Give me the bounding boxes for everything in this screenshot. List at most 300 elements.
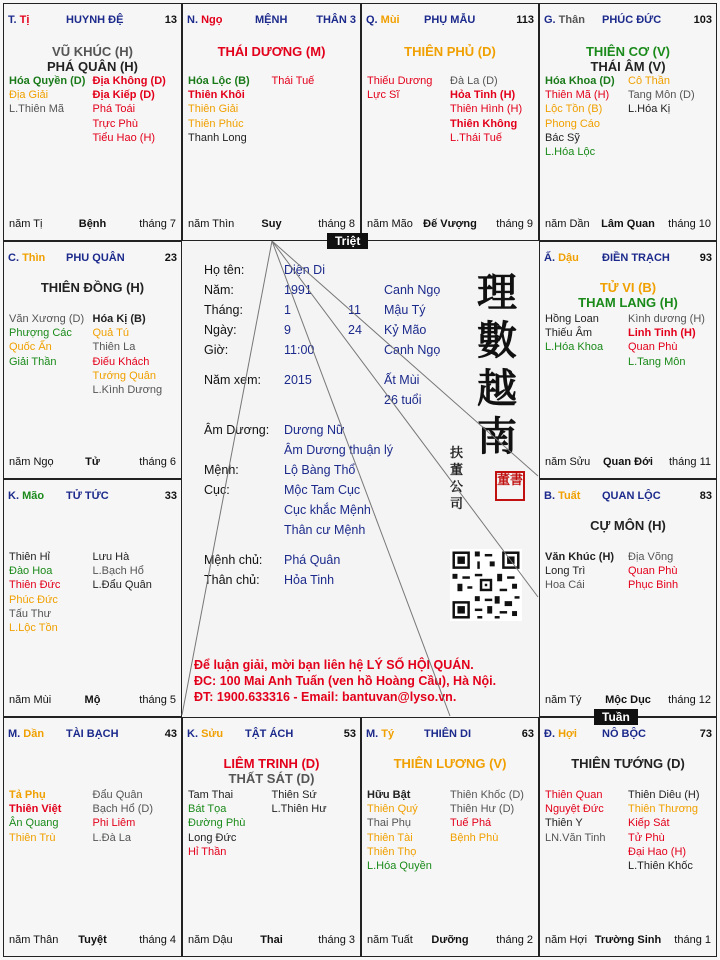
minor-stars-left [9, 550, 93, 635]
star-item: Lộc Tồn (B) [545, 103, 603, 116]
branch: Ngọ [201, 14, 223, 26]
footer-month: tháng 2 [496, 934, 533, 946]
palace-cell-thien-di[interactable] [361, 717, 539, 957]
minor-stars-right [628, 74, 711, 117]
minor-stars-left [9, 74, 93, 117]
palace-header [8, 728, 177, 744]
life-stage: Tử [85, 456, 100, 468]
minor-stars-right [450, 74, 533, 145]
minor-stars-left [545, 74, 628, 159]
main-star: THẤT SÁT (D) [228, 771, 315, 786]
cuc-value: Mộc Tam Cục [284, 483, 361, 497]
footer-month: tháng 9 [496, 218, 533, 230]
palace-number: 13 [164, 14, 177, 26]
footer-year: năm Dậu [188, 934, 233, 946]
star-item: Văn Xương (D) [9, 313, 85, 325]
star-item: L.Thái Tuế [450, 131, 502, 144]
main-star: THIÊN PHỦ (D) [404, 44, 496, 59]
main-star: THAM LANG (H) [578, 295, 678, 310]
main-star: THIÊN TƯỚNG (D) [571, 756, 685, 771]
branch: Mão [22, 490, 45, 502]
star-item: Thiên Hư (D) [450, 803, 515, 816]
palace-cell-huynh-de[interactable] [3, 3, 182, 241]
age-value: 26 tuổi [384, 393, 422, 407]
branch: Sửu [201, 728, 224, 740]
star-item: L.Hóa Lộc [545, 146, 596, 159]
star-item: Thai Phụ [367, 817, 412, 830]
palace-footer [545, 456, 711, 470]
palace-cell-dien-trach[interactable] [539, 241, 717, 479]
palace-number: 33 [164, 490, 177, 502]
palace-position [187, 14, 222, 26]
branch: Tị [19, 14, 30, 26]
palace-name: MỆNH [255, 14, 288, 26]
minor-stars-right [93, 550, 177, 593]
branch: Dần [23, 728, 45, 740]
star-item: Thanh Long [188, 131, 247, 144]
palace-name: PHỤ MẪU [424, 14, 476, 26]
star-item: Thiên Sứ [271, 789, 317, 801]
callig-char: 理 [477, 269, 517, 316]
minor-stars-right [628, 550, 711, 593]
minor-stars-left [545, 788, 628, 845]
palace-footer [545, 934, 711, 948]
palace-footer [367, 934, 533, 948]
palace-number: 103 [693, 14, 712, 26]
star-item: Tấu Thư [9, 607, 52, 620]
hour-label: Giờ: [204, 343, 229, 357]
view-year-value: 2015 [284, 373, 312, 387]
star-item: Thiên Phúc [188, 117, 244, 130]
star-item: Hỉ Thần [188, 845, 227, 858]
palace-cell-phu-quan[interactable] [3, 241, 182, 479]
footer-year: năm Thìn [188, 218, 235, 230]
main-star: THÁI ÂM (V) [590, 59, 666, 74]
star-item: Thiếu Dương [367, 75, 433, 87]
signature-char: 扶 [450, 446, 464, 461]
month-value: 1 [284, 303, 291, 317]
star-item: Địa Võng [628, 551, 674, 563]
footer-month: tháng 1 [674, 934, 711, 946]
life-stage: Lâm Quan [601, 218, 655, 230]
amduong-value: Dương Nữ [284, 423, 345, 437]
palace-number: 93 [699, 252, 712, 264]
palace-header [544, 490, 712, 506]
star-item: L.Kình Dương [92, 384, 163, 397]
palace-name: HUYNH ĐỆ [66, 14, 124, 26]
footer-month: tháng 6 [139, 456, 176, 468]
callig-char: 越 [477, 365, 517, 412]
day-label: Ngày: [204, 323, 237, 337]
menh-label: Mệnh: [204, 463, 239, 477]
main-star: THIÊN CƠ (V) [585, 44, 671, 59]
star-item: L.Hóa Khoa [545, 341, 604, 354]
palace-footer [9, 456, 176, 470]
main-star: PHÁ QUÂN (H) [47, 59, 138, 74]
triet-marker: Triệt [327, 233, 368, 249]
branch: Thìn [22, 252, 46, 264]
main-star: TỬ VI (B) [599, 280, 657, 295]
stem: Q. [366, 14, 381, 26]
signature-char: 公 [450, 480, 464, 495]
star-item: Thái Tuế [271, 75, 315, 87]
star-item: Đà La (D) [450, 75, 498, 87]
life-stage: Suy [261, 218, 282, 230]
name-label: Họ tên: [204, 263, 245, 277]
star-item: Cô Thần [628, 75, 670, 87]
palace-position [544, 728, 577, 740]
palace-name: NÔ BỘC [602, 728, 646, 740]
star-item: L.Thiên Khốc [628, 860, 693, 873]
star-item: Tả Phụ [9, 789, 46, 801]
stem: M. [366, 728, 382, 740]
star-item: Thiên Tài [367, 831, 413, 844]
palace-header [544, 252, 712, 268]
minor-stars-left [9, 312, 93, 369]
star-item: Lưu Hà [92, 551, 130, 563]
star-item: Thiên Đức [9, 579, 61, 592]
star-item: Tuế Phá [450, 817, 492, 830]
palace-name: ĐIỀN TRẠCH [602, 252, 670, 264]
palace-position [366, 14, 400, 26]
star-item: Long Trì [545, 565, 586, 578]
callig-char: 南 [477, 413, 517, 460]
palace-cell-quan-loc[interactable] [539, 479, 717, 717]
minor-stars-left [367, 74, 450, 102]
footer-year: năm Sửu [545, 456, 591, 468]
star-item: Hóa Lộc (B) [188, 75, 250, 87]
day-canchi: Kỷ Mão [384, 323, 427, 337]
star-item: Bệnh Phù [450, 831, 499, 844]
palace-name: TẬT ÁCH [245, 728, 294, 740]
stem: N. [187, 14, 202, 26]
star-item: Thiên La [92, 341, 136, 354]
menhchu-value: Phá Quân [284, 553, 341, 567]
palace-cell-menh[interactable] [182, 3, 361, 241]
palace-name: TÀI BẠCH [66, 728, 119, 740]
main-star: THIÊN LƯƠNG (V) [393, 756, 507, 771]
cuc-label: Cục: [204, 483, 230, 497]
palace-position [544, 490, 580, 502]
star-item: Trực Phù [92, 117, 138, 130]
star-item: Quốc Ấn [9, 341, 52, 354]
hour-value: 11:00 [284, 343, 315, 357]
palace-number: 63 [521, 728, 534, 740]
amduong-note: Âm Dương thuận lý [284, 443, 393, 457]
footer-year: năm Tý [545, 694, 582, 706]
star-item: Tang Môn (D) [628, 89, 695, 102]
star-item: Văn Khúc (H) [545, 551, 615, 563]
palace-footer [188, 934, 355, 948]
star-item: Tiểu Hao (H) [92, 131, 156, 144]
palace-footer [545, 694, 711, 708]
star-item: Bạch Hổ (D) [92, 803, 154, 816]
contact-block [194, 657, 496, 705]
star-item: Kình dương (H) [628, 313, 705, 325]
stem: C. [8, 252, 23, 264]
palace-header [544, 14, 712, 30]
palace-name: QUAN LỘC [602, 490, 661, 502]
star-item: Thiên Việt [9, 803, 62, 816]
life-stage: Trường Sinh [594, 934, 662, 946]
star-item: Kiếp Sát [628, 817, 670, 830]
footer-month: tháng 3 [318, 934, 355, 946]
star-item: Thiên Khôi [188, 89, 245, 102]
star-item: Thiên Khốc (D) [450, 789, 524, 801]
palace-cell-tai-bach[interactable] [3, 717, 182, 957]
month-canchi: Mậu Tý [384, 303, 426, 317]
palace-footer [367, 218, 533, 232]
star-item: Bác Sỹ [545, 131, 580, 144]
star-item: Thiên Quý [367, 803, 418, 816]
star-item: Thiên Y [545, 817, 583, 830]
star-item: Quả Tú [92, 327, 129, 340]
star-item: Đẩu Quân [92, 789, 143, 801]
footer-year: năm Thân [9, 934, 59, 946]
star-item: Thiên Hình (H) [450, 103, 523, 116]
footer-year: năm Ngọ [9, 456, 54, 468]
name-value: Diện Di [284, 263, 325, 277]
thanchu-label: Thân chủ: [204, 573, 260, 587]
month-label: Tháng: [204, 303, 243, 317]
star-item: LN.Văn Tinh [545, 831, 606, 844]
star-item: Ân Quang [9, 817, 59, 830]
minor-stars-left [545, 550, 628, 593]
branch: Tý [381, 728, 395, 740]
life-stage: Tuyệt [78, 934, 107, 946]
palace-number: 43 [164, 728, 177, 740]
life-stage: Quan Đới [603, 456, 653, 468]
star-item: Tướng Quân [92, 369, 156, 382]
minor-stars-right [628, 788, 711, 873]
star-item: L.Hóa Quyền [367, 860, 432, 873]
life-stage: Mộc Dục [605, 694, 651, 706]
view-year-canchi: Ất Mùi [384, 373, 420, 387]
star-item: Thiên Mã (H) [545, 89, 610, 102]
branch: Hợi [558, 728, 577, 740]
palace-cell-no-boc[interactable] [539, 717, 717, 957]
stem: Đ. [544, 728, 559, 740]
stem: Ấ. [544, 252, 559, 264]
amduong-label: Âm Dương: [204, 423, 270, 437]
palace-name: PHU QUÂN [66, 252, 125, 264]
cuc-note: Cục khắc Mệnh [284, 503, 371, 517]
calligraphy-signature [450, 445, 466, 513]
palace-header [366, 14, 534, 30]
palace-position [544, 252, 579, 264]
hour-canchi: Canh Ngọ [384, 343, 441, 357]
footer-year: năm Mão [367, 218, 413, 230]
branch: Thân [558, 14, 585, 26]
palace-number: 23 [164, 252, 177, 264]
footer-month: tháng 12 [668, 694, 711, 706]
star-item: Hoa Cái [545, 579, 585, 592]
palace-header [8, 252, 177, 268]
star-item: Phi Liêm [92, 817, 136, 830]
footer-month: tháng 4 [139, 934, 176, 946]
palace-name: THIÊN DI [424, 728, 472, 740]
palace-footer [188, 218, 355, 232]
day-value: 9 [284, 323, 291, 337]
stem: T. [8, 14, 20, 26]
star-item: Đại Hao (H) [628, 845, 687, 858]
minor-stars-right [272, 74, 356, 88]
star-item: Nguyệt Đức [545, 803, 604, 816]
palace-cell-tat-ach[interactable] [182, 717, 361, 957]
branch: Mùi [380, 14, 400, 26]
star-item: Thiên Giải [188, 103, 239, 116]
minor-stars-right [450, 788, 533, 845]
footer-year: năm Mùi [9, 694, 52, 706]
star-item: Phượng Các [9, 327, 72, 340]
menhchu-label: Mệnh chủ: [204, 553, 263, 567]
stem: K. [187, 728, 202, 740]
star-item: L.Lộc Tồn [9, 622, 58, 635]
main-star: THÁI DƯƠNG (M) [217, 44, 326, 59]
star-item: Tam Thai [188, 789, 234, 801]
footer-month: tháng 7 [139, 218, 176, 230]
star-item: Hóa Quyền (D) [9, 75, 86, 87]
star-item: Thiên Thương [628, 803, 699, 816]
palace-position [8, 14, 29, 26]
main-star: CỰ MÔN (H) [590, 518, 666, 533]
view-year-label: Năm xem: [204, 373, 261, 387]
star-item: Quan Phù [628, 565, 678, 578]
palace-footer [9, 934, 176, 948]
palace-position [187, 728, 223, 740]
star-item: Điếu Khách [92, 355, 150, 368]
star-item: Đào Hoa [9, 565, 53, 578]
phone-email-line: ĐT: 1900.633316 - Email: bantuvan@lyso.vn. [194, 690, 457, 704]
month-lunar: 11 [348, 303, 361, 317]
stem: B. [544, 490, 559, 502]
footer-year: năm Dần [545, 218, 590, 230]
palace-header [544, 728, 712, 744]
star-item: Thiên Diêu (H) [628, 789, 700, 801]
palace-position [8, 490, 44, 502]
star-item: Hóa Khoa (D) [545, 75, 615, 87]
star-item: L.Đẩu Quân [92, 579, 152, 592]
footer-year: năm Tuất [367, 934, 413, 946]
calligraphy-logo [472, 269, 522, 461]
branch: Dậu [558, 252, 579, 264]
star-item: Hồng Loan [545, 313, 599, 325]
callig-char: 數 [477, 317, 517, 364]
palace-footer [545, 218, 711, 232]
life-stage: Dưỡng [431, 934, 469, 946]
star-item: Thiên Không [450, 117, 518, 130]
palace-number: 113 [516, 14, 534, 26]
star-item: Thiên Thọ [367, 845, 417, 858]
tuan-marker: Tuần [594, 709, 638, 725]
star-item: Bát Tọa [188, 803, 227, 816]
palace-header [187, 728, 356, 744]
star-item: L.Đà La [92, 831, 132, 844]
star-item: Thiếu Âm [545, 327, 593, 340]
year-canchi: Canh Ngọ [384, 283, 441, 297]
minor-stars-right [628, 312, 711, 369]
minor-stars-left [188, 74, 272, 145]
palace-number: THÂN 3 [316, 14, 356, 26]
minor-stars-right [272, 788, 356, 816]
star-item: Linh Tinh (H) [628, 327, 696, 340]
minor-stars-left [9, 788, 93, 845]
palace-name: TỬ TỨC [66, 490, 109, 502]
palace-footer [9, 694, 176, 708]
footer-month: tháng 10 [668, 218, 711, 230]
qr-code-icon[interactable] [450, 549, 522, 621]
palace-name: PHÚC ĐỨC [602, 14, 662, 26]
star-item: Phong Cáo [545, 117, 601, 130]
star-item: Địa Giải [9, 89, 49, 102]
life-stage: Thai [260, 934, 283, 946]
palace-header [187, 14, 356, 30]
stem: M. [8, 728, 24, 740]
footer-month: tháng 5 [139, 694, 176, 706]
palace-header [8, 490, 177, 506]
life-stage: Đế Vượng [423, 218, 477, 230]
palace-header [8, 14, 177, 30]
footer-year: năm Hợi [545, 934, 588, 946]
star-item: Địa Không (D) [92, 75, 166, 87]
star-item: Tử Phù [628, 831, 665, 844]
star-item: Phục Binh [628, 579, 679, 592]
address-line: ĐC: 100 Mai Anh Tuấn (ven hồ Hoàng Cầu), Hà Nội. [194, 674, 497, 688]
footer-month: tháng 8 [318, 218, 355, 230]
palace-position [544, 14, 585, 26]
star-item: Địa Kiếp (D) [92, 89, 155, 102]
palace-number: 53 [343, 728, 356, 740]
main-star: LIÊM TRINH (D) [223, 756, 320, 771]
center-info-panel [182, 241, 538, 717]
star-item: L.Tang Môn [628, 355, 686, 368]
minor-stars-left [367, 788, 450, 873]
palace-number: 73 [699, 728, 712, 740]
minor-stars-right [93, 312, 177, 397]
footer-year: năm Tị [9, 218, 43, 230]
main-star: VŨ KHÚC (H) [52, 44, 133, 59]
main-star: THIÊN ĐỒNG (H) [40, 280, 145, 295]
palace-cell-phuc-duc[interactable] [539, 3, 717, 241]
palace-footer [9, 218, 176, 232]
palace-cell-phu-mau[interactable] [361, 3, 539, 241]
star-item: L.Thiên Mã [9, 103, 65, 116]
footer-month: tháng 11 [668, 456, 711, 468]
year-value: 1991 [284, 283, 312, 297]
star-item: Phúc Đức [9, 593, 58, 606]
star-item: Quan Phù [628, 341, 678, 354]
day-lunar: 24 [348, 323, 362, 337]
star-item: Lực Sĩ [367, 89, 400, 102]
life-stage: Mộ [84, 694, 101, 706]
star-item: Hóa Kị (B) [92, 313, 146, 325]
minor-stars-left [188, 788, 272, 859]
minor-stars-left [545, 312, 628, 355]
palace-header [366, 728, 534, 744]
signature-char: 董 [450, 463, 464, 478]
palace-cell-tu-tuc[interactable] [3, 479, 182, 717]
star-item: L.Thiên Hư [271, 803, 327, 816]
star-item: L.Hóa Kị [628, 103, 671, 116]
palace-number: 83 [699, 490, 712, 502]
star-item: Phá Toái [92, 103, 136, 116]
contact-line: Để luận giải, mời bạn liên hệ LÝ SỐ HỘI QUÁN. [194, 658, 474, 672]
star-item: Đường Phù [188, 817, 246, 830]
star-item: Long Đức [188, 831, 237, 844]
minor-stars-right [93, 74, 177, 145]
star-item: Thiên Hỉ [9, 551, 50, 563]
palace-position [8, 252, 45, 264]
